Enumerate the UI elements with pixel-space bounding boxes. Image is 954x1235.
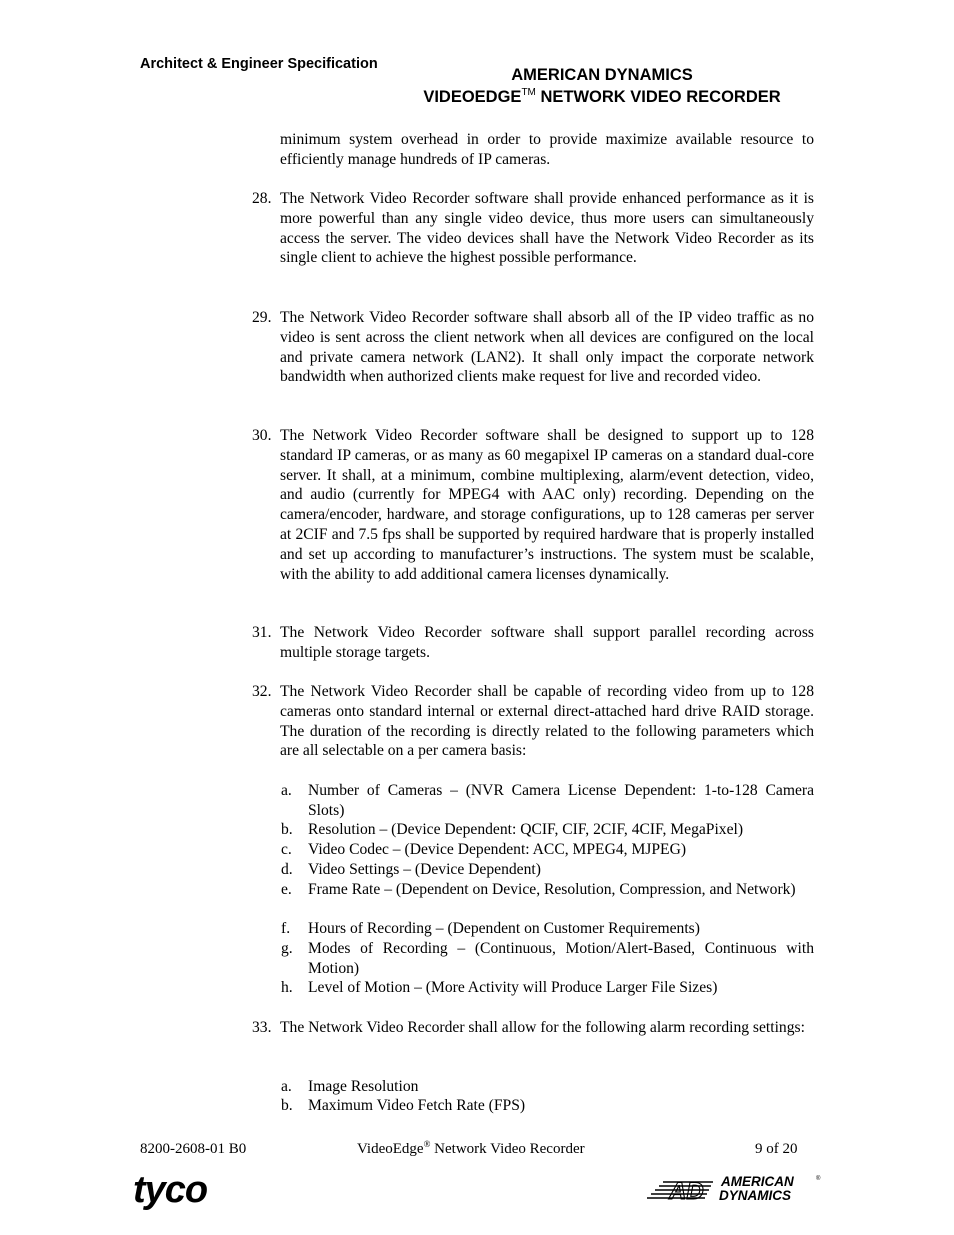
sub-item-text: Maximum Video Fetch Rate (FPS) bbox=[308, 1097, 526, 1114]
item-number: 28. bbox=[252, 190, 272, 207]
header-product-name: VIDEOEDGE bbox=[423, 88, 522, 106]
header-product bbox=[396, 86, 808, 108]
item-number: 31. bbox=[252, 624, 272, 641]
sub-item-letter: d. bbox=[281, 861, 293, 878]
sub-item-text: Hours of Recording – (Dependent on Customer Requirements) bbox=[308, 920, 700, 937]
registered-mark: ® bbox=[423, 1139, 431, 1149]
sub-item-text: Video Codec – (Device Dependent: ACC, MPEG4, MJPEG) bbox=[308, 841, 687, 858]
item-number: 32. bbox=[252, 683, 272, 700]
ad-registered-mark: ® bbox=[816, 1176, 821, 1182]
sub-item-text: Modes of Recording – (Continuous, Motion/Alert-Based, Continuous with Motion) bbox=[308, 940, 814, 977]
item-text: The Network Video Recorder shall be capable of recording video from up to 128 cameras onto standard internal or external direct-attached hard drive RAID storage. The duration of the recording is directly related to the following parameters which are all selectable on a per camera basis: bbox=[280, 683, 814, 760]
item-text: The Network Video Recorder software shall absorb all of the IP video traffic as no video is sent across the client network when all devices are configured on the local and private camera network (LAN2). It shall only impact the corporate network bandwidth when authorized clients make request for live and recorded video. bbox=[280, 309, 814, 386]
sub-item-text: Video Settings – (Device Dependent) bbox=[308, 861, 541, 878]
page-number: 9 of 20 bbox=[755, 1141, 798, 1157]
sub-item-letter: a. bbox=[281, 782, 292, 799]
ad-monogram: AD bbox=[669, 1178, 704, 1205]
sub-item-letter: b. bbox=[281, 1097, 293, 1114]
sub-item-letter: g. bbox=[281, 940, 293, 957]
item-number: 29. bbox=[252, 309, 272, 326]
tyco-logo: tyco bbox=[133, 1169, 208, 1211]
item-text: The Network Video Recorder shall allow for the following alarm recording settings: bbox=[280, 1019, 805, 1036]
sub-item-letter: a. bbox=[281, 1078, 292, 1095]
sub-item-letter: c. bbox=[281, 841, 292, 858]
sub-item-text: Number of Cameras – (NVR Camera License Dependent: 1-to-128 Camera Slots) bbox=[308, 782, 814, 819]
sub-item-letter: h. bbox=[281, 979, 293, 996]
item-text: The Network Video Recorder software shall be designed to support up to 128 standard IP cameras, or as many as 60 megapixel IP cameras on a standard dual-core server. It shall, at a minimum, combine multiplexing, alarm/event detection, video, and audio (currently for MPEG4 with AAC only) recording. Depending on the camera/encoder, hardware, and storage configurations, up to 128 cameras per server at 2CIF and 7.5 fps shall be supported by required hardware that is properly installed and set up according to manufacturer’s instructions. The system must be scalable, with the ability to add additional camera licenses dynamically. bbox=[280, 427, 814, 583]
sub-item-text: Image Resolution bbox=[308, 1078, 419, 1095]
sub-item-text: Resolution – (Device Dependent: QCIF, CIF, 2CIF, 4CIF, MegaPixel) bbox=[308, 821, 744, 838]
header-company: AMERICAN DYNAMICS bbox=[511, 66, 693, 84]
ad-wordmark-dynamics: DYNAMICS bbox=[719, 1188, 792, 1203]
sub-item-letter: b. bbox=[281, 821, 293, 838]
item-number: 33. bbox=[252, 1019, 272, 1036]
header-product-suffix: NETWORK VIDEO RECORDER bbox=[535, 88, 781, 106]
trademark-mark: TM bbox=[521, 87, 536, 98]
item-text: The Network Video Recorder software shall provide enhanced performance as it is more powerful than any single video device, thus more users can simultaneously access the server. The video devices shall have the Network Video Recorder as its single client to achieve the highest possible performance. bbox=[280, 190, 814, 267]
footer-product-name: VideoEdge bbox=[357, 1141, 424, 1157]
footer-product bbox=[357, 1141, 585, 1158]
sub-item-letter: e. bbox=[281, 881, 292, 898]
footer-doc-number: 8200-2608-01 B0 bbox=[140, 1141, 247, 1157]
item-number: 30. bbox=[252, 427, 272, 444]
american-dynamics-logo bbox=[645, 1172, 825, 1206]
document-category: Architect & Engineer Specification bbox=[140, 56, 378, 72]
sub-item-letter: f. bbox=[281, 920, 291, 937]
document-header-title bbox=[396, 64, 808, 108]
item-text: The Network Video Recorder software shall support parallel recording across multiple storage targets. bbox=[280, 624, 814, 661]
sub-item-text: Frame Rate – (Dependent on Device, Resolution, Compression, and Network) bbox=[308, 881, 796, 898]
footer-product-suffix: Network Video Recorder bbox=[430, 1141, 585, 1157]
ad-wordmark-american: AMERICAN bbox=[721, 1174, 794, 1189]
sub-item-text: Level of Motion – (More Activity will Produce Larger File Sizes) bbox=[308, 979, 718, 996]
continuation-paragraph: minimum system overhead in order to provide maximize available resource to efficiently manage hundreds of IP cameras. bbox=[280, 131, 814, 168]
